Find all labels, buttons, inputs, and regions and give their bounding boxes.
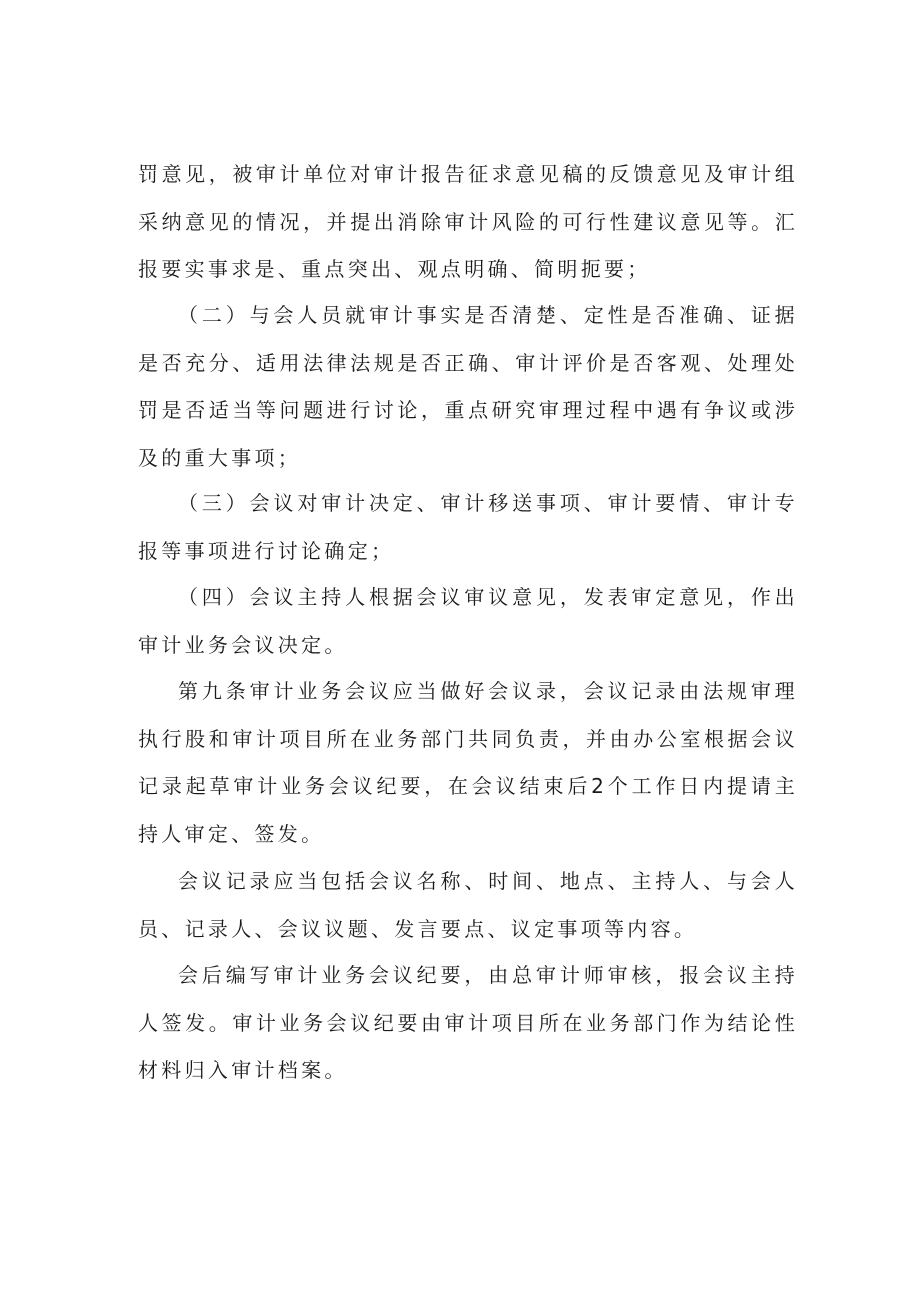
paragraph-meeting-minutes: 会后编写审计业务会议纪要，由总审计师审核，报会议主持人签发。审计业务会议纪要由审计项目所在业务部门作为结论性材料归入审计档案。 <box>138 963 798 1082</box>
paragraph-item-three: （三）会议对审计决定、审计移送事项、审计要情、审计专报等事项进行讨论确定； <box>138 491 798 563</box>
paragraph-item-four: （四）会议主持人根据会议审议意见，发表审定意见，作出审计业务会议决定。 <box>138 585 798 657</box>
paragraph-meeting-record: 会议记录应当包括会议名称、时间、地点、主持人、与会人员、记录人、会议议题、发言要点、议定事项等内容。 <box>138 869 798 941</box>
paragraph-continuation: 罚意见，被审计单位对审计报告征求意见稿的反馈意见及审计组采纳意见的情况，并提出消除审计风险的可行性建议意见等。汇报要实事求是、重点突出、观点明确、简明扼要； <box>138 162 798 281</box>
paragraph-item-two: （二）与会人员就审计事实是否清楚、定性是否准确、证据是否充分、适用法律法规是否正确、审计评价是否客观、处理处罚是否适当等问题进行讨论，重点研究审理过程中遇有争议或涉及的重大事项； <box>138 303 798 470</box>
paragraph-article-nine: 第九条审计业务会议应当做好会议录，会议记录由法规审理执行股和审计项目所在业务部门共同负责，并由办公室根据会议记录起草审计业务会议纪要，在会议结束后2个工作日内提请主持人审定、签发。 <box>138 679 798 846</box>
